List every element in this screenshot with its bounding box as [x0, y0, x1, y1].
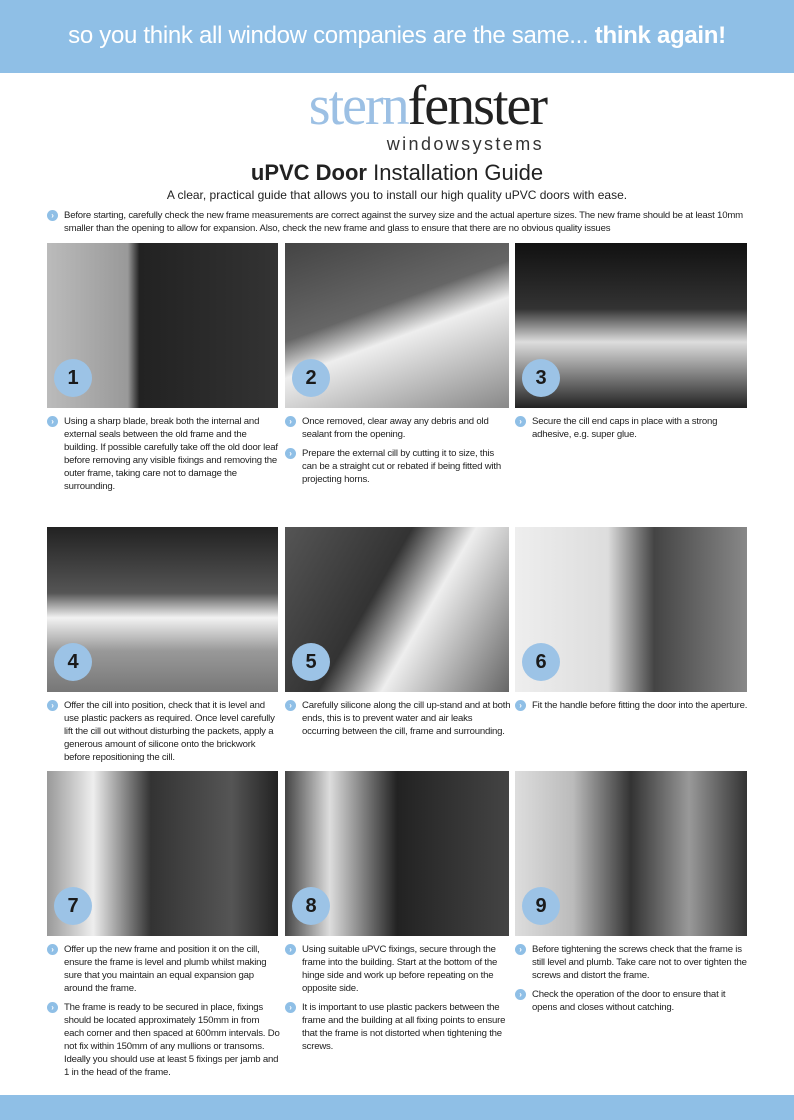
step-bullet	[285, 943, 511, 995]
step-number-badge: 6	[522, 643, 560, 681]
step-text	[285, 415, 511, 492]
step-bullet	[515, 943, 749, 982]
intro-text: Before starting, carefully check the new frame measurements are correct against the survey size and the actual aperture sizes. The new frame should be at least 10mm smaller than the opening to allow for expansion. Also, check the new frame and glass to ensure that there are no obvious quality issues	[64, 210, 743, 234]
chevron-icon: ›	[47, 944, 58, 955]
step-photo	[47, 527, 278, 692]
step-photo	[285, 243, 509, 408]
step-photo	[515, 771, 747, 936]
step-bullet	[47, 1001, 280, 1079]
step-text	[515, 699, 749, 718]
step-number-badge: 3	[522, 359, 560, 397]
chevron-icon: ›	[285, 416, 296, 427]
step-photo	[47, 243, 278, 408]
step-number-badge: 7	[54, 887, 92, 925]
step-photo	[285, 527, 509, 692]
step-text	[47, 699, 280, 770]
step-bullet	[515, 415, 749, 441]
step-bullet-text: The frame is ready to be secured in place, fixings should be located approximately 150mm in from each corner and then spaced at 600mm intervals. Do not fix within 150mm of any mullions or transoms. Ideally you should use at least 5 fixings per jamb and 1 in the head of the frame.	[64, 1002, 280, 1078]
step-bullet	[47, 415, 280, 493]
title-rest: Installation Guide	[373, 160, 544, 185]
step-bullet-text: Using a sharp blade, break both the internal and external seals between the old frame and the building. If possible carefully take off the old door leaf before removing any visible fixings and removing the outer frame, taking care not to damage the surrounding.	[64, 416, 278, 492]
step-bullet-text: Secure the cill end caps in place with a strong adhesive, e.g. super glue.	[532, 416, 718, 440]
step-photo	[515, 527, 747, 692]
step-bullet	[47, 943, 280, 995]
chevron-icon: ›	[515, 989, 526, 1000]
step-bullet	[515, 988, 749, 1014]
step-number-badge: 5	[292, 643, 330, 681]
step-number-badge: 4	[54, 643, 92, 681]
step-bullet	[285, 415, 511, 441]
banner-text: so you think all window companies are the same...	[68, 22, 589, 49]
chevron-icon: ›	[47, 1002, 58, 1013]
chevron-icon: ›	[285, 700, 296, 711]
step-bullet-text: Offer up the new frame and position it on the cill, ensure the frame is level and plumb whilst making sure that you maintain an equal expansion gap around the frame.	[64, 944, 267, 994]
step-number-badge: 8	[292, 887, 330, 925]
chevron-icon: ›	[285, 448, 296, 459]
step-bullet-text: Prepare the external cill by cutting it to size, this can be a straight cut or rebated if being fitted with projecting horns.	[302, 448, 501, 485]
step-text	[285, 943, 511, 1059]
step-bullet-text: Before tightening the screws check that the frame is still level and plumb. Take care not to over tighten the screws and distort the frame.	[532, 944, 747, 981]
step-bullet	[285, 1001, 511, 1053]
chevron-icon: ›	[515, 700, 526, 711]
chevron-icon: ›	[285, 1002, 296, 1013]
chevron-icon: ›	[515, 416, 526, 427]
step-bullet	[47, 699, 280, 764]
step-bullet-text: Carefully silicone along the cill up-stand and at both ends, this is to prevent water and air leaks occurring between the cill, frame and surrounding.	[302, 700, 511, 737]
step-bullet-text: Once removed, clear away any debris and old sealant from the opening.	[302, 416, 489, 440]
step-bullet-text: It is important to use plastic packers between the frame and the building at all fixing points to ensure that the frame is not distorted when tightening the screws.	[302, 1002, 506, 1052]
chevron-icon: ›	[285, 944, 296, 955]
step-number-badge: 2	[292, 359, 330, 397]
step-bullet-text: Fit the handle before fitting the door into the aperture.	[532, 700, 748, 711]
step-text	[515, 943, 749, 1020]
step-bullet	[285, 699, 511, 738]
banner-emphasis: think again!	[594, 22, 726, 49]
chevron-icon: ›	[47, 700, 58, 711]
step-number-badge: 1	[54, 359, 92, 397]
logo-sub: windowsystems	[386, 134, 544, 154]
step-photo	[47, 771, 278, 936]
step-text	[285, 699, 511, 744]
page-title	[0, 160, 794, 185]
step-photo	[285, 771, 509, 936]
step-bullet-text: Offer the cill into position, check that it is level and use plastic packers as required. Once level carefully lift the cill out without disturbing the packets, apply a generous amount of silicone onto the brickwork before repositioning the cill.	[64, 700, 275, 763]
step-photo	[515, 243, 747, 408]
intro-bullet	[47, 209, 757, 235]
top-banner	[0, 0, 794, 73]
step-bullet-text: Check the operation of the door to ensure that it opens and closes without catching.	[532, 989, 726, 1013]
logo-stern: stern	[308, 75, 408, 137]
step-bullet	[515, 699, 749, 712]
logo	[246, 75, 546, 154]
chevron-icon: ›	[47, 210, 58, 221]
bottom-band	[0, 1095, 794, 1120]
logo-fenster: fenster	[407, 75, 546, 137]
step-number-badge: 9	[522, 887, 560, 925]
step-bullet-text: Using suitable uPVC fixings, secure through the frame into the building. Start at the bottom of the hinge side and work up before repeating on the opposite side.	[302, 944, 498, 994]
step-text	[515, 415, 749, 447]
step-text	[47, 415, 280, 499]
title-bold: uPVC Door	[250, 160, 367, 185]
step-bullet	[285, 447, 511, 486]
chevron-icon: ›	[515, 944, 526, 955]
step-text	[47, 943, 280, 1085]
chevron-icon: ›	[47, 416, 58, 427]
subtitle: A clear, practical guide that allows you to install our high quality uPVC doors with ease.	[166, 188, 628, 202]
